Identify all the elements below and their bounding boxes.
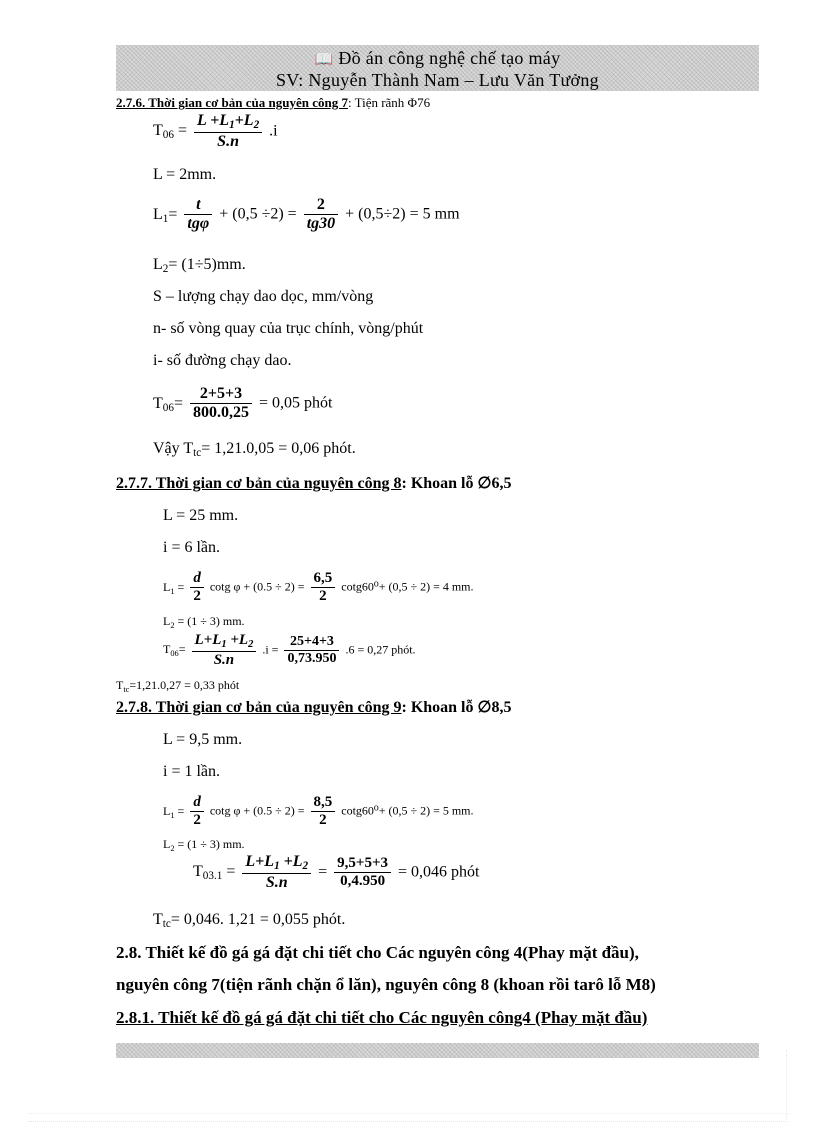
- section-2-7-8-heading: 2.7.8. Thời gian cơ bản của nguyên công 9: Khoan lỗ ∅8,5: [116, 699, 512, 716]
- def-i: i- số đường chạy dao.: [153, 352, 292, 369]
- formula-t03-278: $T_{03.1}$ = $\frac{L+L_1 +L_2}{S.n}$ = $\frac{9,5+5+3}{0,4.950}$ = 0,046 phót: [193, 853, 480, 891]
- formula-L1-278: $L_1$ = $\frac{d}{2}$ cotg φ + (0.5 ÷ 2) = $\frac{8,5}{2}$ cotg60⁰+ (0,5 ÷ 2) = 5 mm.: [163, 794, 474, 829]
- page-border-dots-right: [786, 1050, 787, 1120]
- value-i-277: i = 6 lần.: [163, 539, 221, 556]
- formula-t06-277: $T_{06}=$ $\frac{L+L_1 +L_2}{S.n}$ .i = $\frac{25+4+3}{0,73.950}$ .6 = 0,27 phót.: [163, 632, 416, 669]
- value-L-278: L = 9,5 mm.: [163, 731, 243, 748]
- formula-t06-value: $T_{06}=$ $\frac{2+5+3}{800.0,25}$ = 0,05 phót: [153, 385, 333, 422]
- def-S: S – lượng chạy dao dọc, mm/vòng: [153, 288, 374, 305]
- value-L2: $L_2= (1\div 5)mm$.: [153, 256, 246, 275]
- def-n: n- số vòng quay của trục chính, vòng/phút: [153, 320, 424, 337]
- value-L: L = 2mm.: [153, 166, 217, 183]
- section-2-8-line-2: nguyên công 7(tiện rãnh chặn ổ lăn), nguyên công 8 (khoan rồi tarô lỗ M8): [116, 975, 656, 994]
- page-border-dots: [28, 1113, 788, 1114]
- footer-band: [116, 1043, 759, 1058]
- section-2-7-7-heading: 2.7.7. Thời gian cơ bản của nguyên công 8: Khoan lỗ ∅6,5: [116, 475, 512, 492]
- fraction: $\frac{L +L_1+L_2}{S.n}$: [194, 112, 262, 151]
- value-L-277: L = 25 mm.: [163, 507, 239, 524]
- page-border-dots-bottom: [28, 1121, 788, 1122]
- book-icon: 📖: [314, 50, 334, 68]
- header-line-1: [116, 48, 759, 69]
- formula-L1-277: $L_1$ = $\frac{d}{2}$ cotg φ + (0.5 ÷ 2) = $\frac{6,5}{2}$ cotg60⁰+ (0,5 ÷ 2) = 4 mm.: [163, 570, 474, 605]
- ttc-277: $T_{tc}=1,21.0,27 = 0,33$ phót: [116, 678, 240, 694]
- value-i-278: i = 1 lần.: [163, 763, 221, 780]
- ttc-278: $T_{tc}= 0,046$. 1,21 = 0,055 phót.: [153, 911, 346, 930]
- formula-t06: $T_{06}$ = $\frac{L +L_1+L_2}{S.n}$ .i: [153, 112, 278, 150]
- document-title: Đồ án công nghệ chế tạo máy: [338, 48, 561, 68]
- value-L2-278: $L_2 = (1 \div 3)$ mm.: [163, 837, 245, 853]
- section-2-7-6-heading: 2.7.6. Thời gian cơ bản của nguyên công 7: Tiện rãnh Φ76: [116, 95, 431, 110]
- section-2-8-line-1: 2.8. Thiết kế đồ gá gá đặt chi tiết cho Các nguyên công 4(Phay mặt đầu),: [116, 943, 639, 962]
- ttc-276: Vậy $T_{tc}= 1,21.0,05 = 0,06$ phót.: [153, 440, 356, 459]
- value-L2-277: $L_2 = (1 \div 3)$ mm.: [163, 614, 245, 630]
- header-line-2: SV: Nguyễn Thành Nam – Lưu Văn Tưởng: [276, 70, 599, 90]
- section-2-8-1-heading: 2.8.1. Thiết kế đồ gá gá đặt chi tiết cho Các nguyên công4 (Phay mặt đầu): [116, 1008, 648, 1027]
- formula-L1: $L_1=$ $\frac{t}{\text{tgφ}}$ + (0,5 ÷2) = $\frac{2}{tg30}$ + (0,5÷2) = 5 mm: [153, 196, 460, 233]
